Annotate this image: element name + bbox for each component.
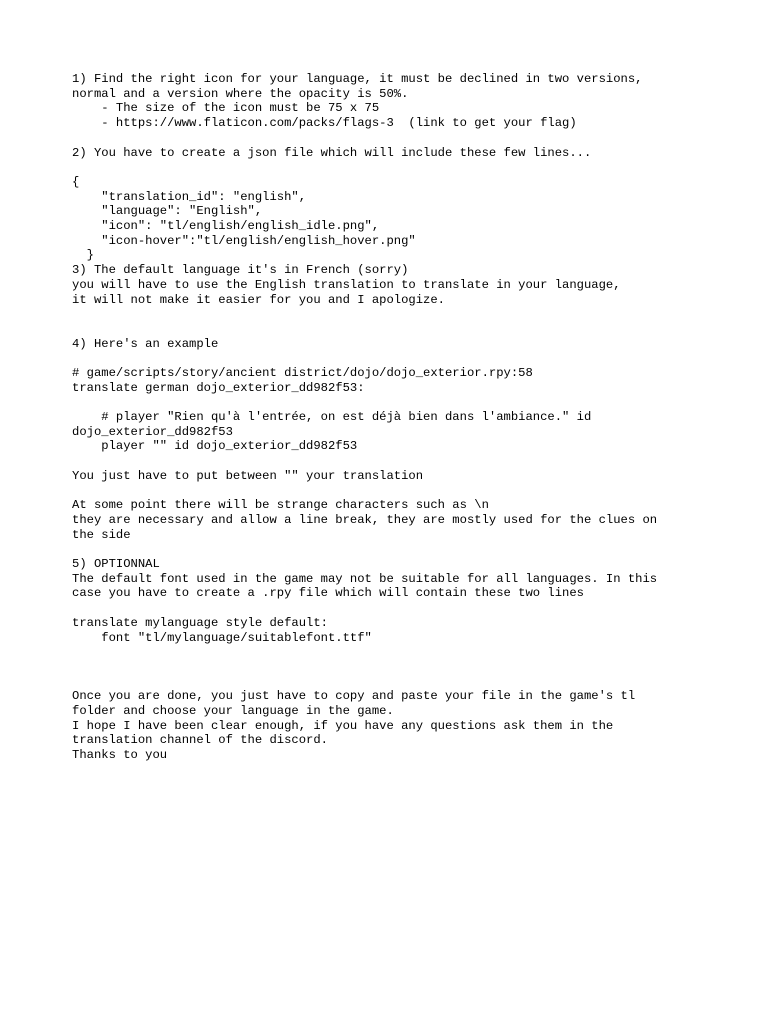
blank-line (72, 484, 712, 499)
example-player-comment: # player "Rien qu'à l'entrée, on est déjà bien dans l'ambiance." id (72, 410, 592, 425)
blank-line (72, 542, 712, 557)
document-page (72, 72, 712, 763)
step3-line3: it will not make it easier for you and I apologize. (72, 292, 445, 307)
blank-line (72, 454, 712, 469)
example-comment-path: # game/scripts/story/ancient district/dojo/dojo_exterior.rpy:58 (72, 365, 533, 380)
closing-line1: Once you are done, you just have to copy and paste your file in the game's tl (72, 689, 636, 704)
font-path-line: font "tl/mylanguage/suitablefont.ttf" (72, 630, 372, 645)
blank-line (72, 645, 712, 660)
blank-line (72, 307, 712, 322)
strange-chars-line3: the side (72, 527, 131, 542)
strange-chars-line1: At some point there will be strange characters such as \n (72, 498, 489, 513)
blank-line (72, 131, 712, 146)
step1-line1: 1) Find the right icon for your language, it must be declined in two versions, (72, 72, 643, 86)
json-language: "language": "English", (72, 204, 263, 219)
translation-instruction: You just have to put between "" your translation (72, 468, 424, 483)
blank-line (72, 601, 712, 616)
json-translation-id: "translation_id": "english", (72, 189, 307, 204)
step5-line2: The default font used in the game may not be suitable for all languages. In this (72, 571, 658, 586)
blank-line (72, 660, 712, 675)
font-translate-line: translate mylanguage style default: (72, 615, 328, 630)
closing-line4: translation channel of the discord. (72, 733, 328, 748)
step4-heading: 4) Here's an example (72, 336, 219, 351)
step5-heading: 5) OPTIONNAL (72, 557, 160, 572)
example-player-line: player "" id dojo_exterior_dd982f53 (72, 439, 358, 454)
step3-line2: you will have to use the English translation to translate in your language, (72, 277, 621, 292)
blank-line (72, 395, 712, 410)
step3-heading: 3) The default language it's in French (sorry) (72, 263, 409, 278)
step1-flag-link: - https://www.flaticon.com/packs/flags-3 (link to get your flag) (72, 116, 577, 131)
blank-line (72, 675, 712, 690)
step2-heading: 2) You have to create a json file which will include these few lines... (72, 145, 592, 160)
json-open-brace: { (72, 174, 80, 189)
blank-line (72, 351, 712, 366)
step1-icon-size: - The size of the icon must be 75 x 75 (72, 101, 380, 116)
blank-line (72, 322, 712, 337)
closing-line3: I hope I have been clear enough, if you have any questions ask them in the (72, 718, 614, 733)
step5-line3: case you have to create a .rpy file which will contain these two lines (72, 586, 584, 601)
json-close-brace: } (72, 248, 94, 263)
step1-line2: normal and a version where the opacity is 50%. (72, 86, 409, 101)
closing-line2: folder and choose your language in the game. (72, 704, 394, 719)
json-icon: "icon": "tl/english/english_idle.png", (72, 219, 380, 233)
thanks-line: Thanks to you (72, 748, 168, 763)
json-icon-hover: "icon-hover":"tl/english/english_hover.png" (72, 233, 416, 248)
example-translate-line: translate german dojo_exterior_dd982f53: (72, 380, 365, 395)
blank-line (72, 160, 712, 175)
strange-chars-line2: they are necessary and allow a line break, they are mostly used for the clues on (72, 512, 658, 527)
example-player-comment-cont: dojo_exterior_dd982f53 (72, 424, 233, 439)
